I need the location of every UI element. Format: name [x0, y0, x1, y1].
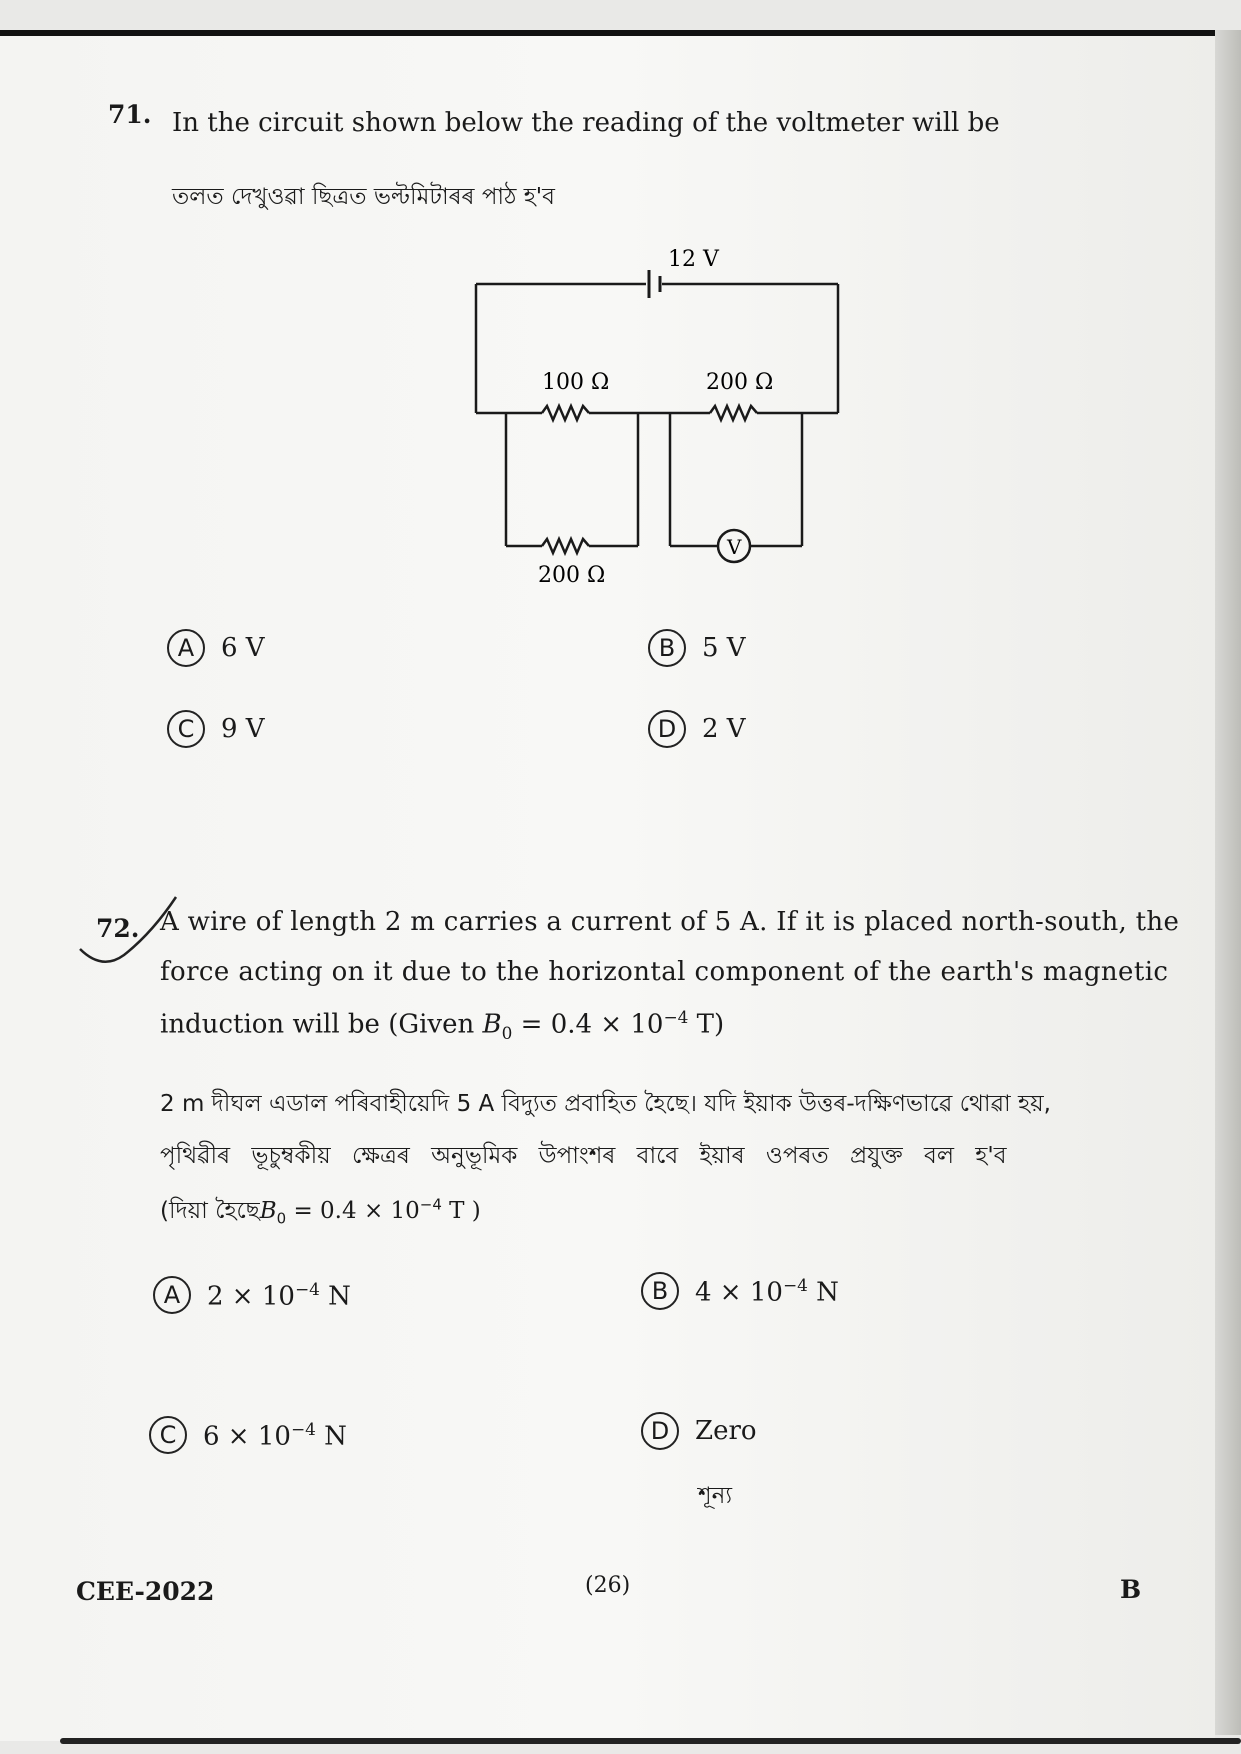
line-3-prefix: induction will be (Given — [160, 1009, 483, 1040]
question-71-number: 71. — [108, 100, 152, 129]
given-unit: T) — [688, 1009, 725, 1040]
q71-option-c[interactable] — [167, 710, 265, 748]
option-letter-circle: B — [641, 1272, 679, 1310]
footer-exam-code: CEE-2022 — [76, 1577, 215, 1606]
option-letter-circle: B — [648, 629, 686, 667]
option-text: Zero — [695, 1416, 757, 1446]
option-letter-circle: A — [167, 629, 205, 667]
question-71-text-bn: তলত দেখুওৱা ছিত্ৰত ভল্টমিটাৰৰ পাঠ হ'ব — [172, 184, 555, 210]
question-72-bn-line-1: 2 m দীঘল এডাল পৰিবাহীয়েদি 5 A বিদ্যুত প্ৰবাহিত হৈছে। যদি ইয়াক উত্তৰ-দক্ষিণভাৱে থোৱা হয়, — [160, 1091, 1051, 1117]
page-bottom-edge — [60, 1738, 1241, 1744]
voltmeter-symbol: V — [727, 535, 742, 559]
mantissa: 6 × 10 — [203, 1421, 291, 1452]
option-text — [203, 1419, 347, 1452]
given-exponent: −4 — [419, 1195, 442, 1214]
q72-option-b[interactable] — [641, 1272, 839, 1310]
footer-set-letter: B — [1120, 1575, 1142, 1604]
unit: N — [319, 1281, 351, 1312]
q71-option-d[interactable] — [648, 710, 746, 748]
option-text: 5 V — [702, 633, 746, 663]
q71-option-b[interactable] — [648, 629, 746, 667]
b-symbol: B — [259, 1198, 277, 1224]
option-text — [207, 1279, 351, 1312]
question-72-line-3 — [160, 1007, 724, 1043]
unit: N — [807, 1277, 839, 1308]
question-72-bn-line-2: পৃথিৱীৰ ভূচুম্বকীয় ক্ষেত্ৰৰ অনুভূমিক উপাংশৰ বাবে ইয়াৰ ওপৰত প্ৰযুক্ত বল হ'ব — [160, 1143, 1007, 1169]
b-subscript: 0 — [501, 1022, 513, 1043]
unit: N — [315, 1421, 347, 1452]
b-symbol: B — [482, 1009, 502, 1040]
q72-option-d-bn: শূন্য — [698, 1483, 733, 1509]
battery-label: 12 V — [668, 247, 719, 272]
mantissa: 2 × 10 — [207, 1281, 295, 1312]
question-72-number: 72. — [96, 914, 140, 943]
resistor-label-bottom: 200 Ω — [538, 563, 606, 588]
q71-option-a[interactable] — [167, 629, 265, 667]
mantissa: 4 × 10 — [695, 1277, 783, 1308]
footer-page-number: (26) — [585, 1573, 631, 1598]
option-text: 6 V — [221, 633, 265, 663]
circuit-diagram — [0, 0, 1241, 640]
question-71-text-en: In the circuit shown below the reading of the voltmeter will be — [172, 108, 1000, 138]
exponent: −4 — [294, 1278, 320, 1299]
option-letter-circle: A — [153, 1276, 191, 1314]
given-exponent: −4 — [663, 1007, 689, 1027]
q72-option-c[interactable] — [149, 1416, 347, 1454]
resistor-label-top-left: 100 Ω — [542, 370, 610, 395]
option-letter-circle: C — [167, 710, 205, 748]
question-72-line-2: force acting on it due to the horizontal component of the earth's magnetic — [160, 957, 1169, 987]
resistor-label-top-right: 200 Ω — [706, 370, 774, 395]
option-letter-circle: D — [641, 1412, 679, 1450]
option-text: 9 V — [221, 714, 265, 744]
question-72-line-1: A wire of length 2 m carries a current of 5 A. If it is placed north-south, the — [160, 907, 1180, 937]
exponent: −4 — [290, 1418, 316, 1439]
bn-line-3-prefix: (দিয়া হৈছে — [160, 1198, 260, 1224]
q72-option-a[interactable] — [153, 1276, 351, 1314]
exponent: −4 — [782, 1274, 808, 1295]
question-72-bn-line-3 — [160, 1192, 481, 1231]
option-letter-circle: D — [648, 710, 686, 748]
option-letter-circle: C — [149, 1416, 187, 1454]
given-value: = 0.4 × 10 — [286, 1198, 420, 1224]
option-text — [695, 1275, 839, 1308]
q72-option-d[interactable] — [641, 1412, 757, 1450]
given-unit: T ) — [441, 1198, 481, 1224]
b-subscript: 0 — [276, 1209, 287, 1228]
option-text: 2 V — [702, 714, 746, 744]
given-value: = 0.4 × 10 — [512, 1009, 664, 1040]
